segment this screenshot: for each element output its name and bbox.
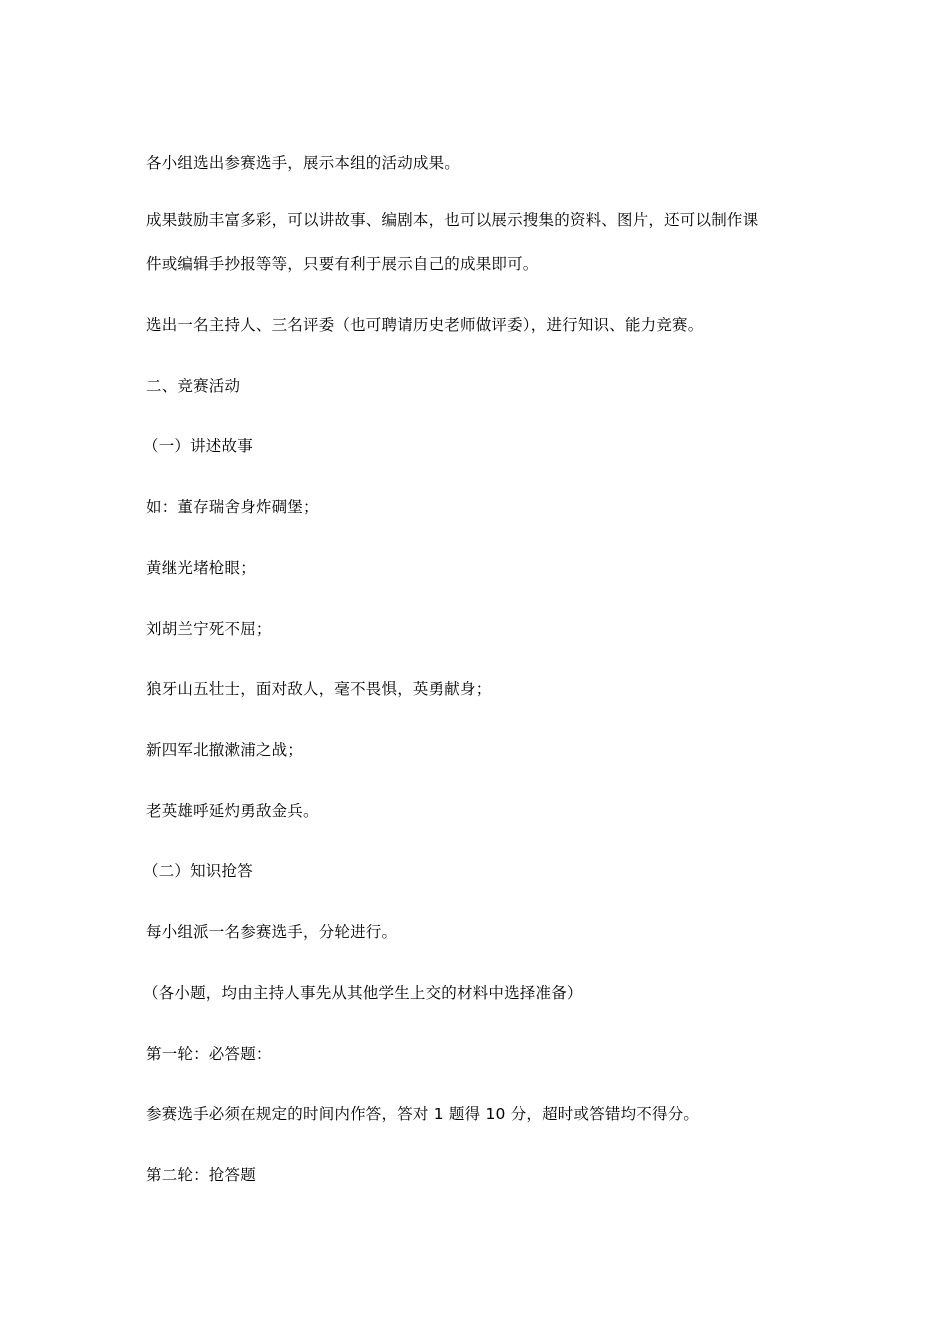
- list-item: 黄继光堵枪眼；: [146, 559, 256, 577]
- paragraph-line: 件或编辑手抄报等等，只要有利于展示自己的成果即可。: [146, 255, 539, 273]
- paragraph-line: 第二轮：抢答题: [146, 1166, 256, 1184]
- subsection-heading: （二）知识抢答: [143, 862, 253, 880]
- paragraph-line: 每小组派一名参赛选手，分轮进行。: [146, 923, 398, 941]
- paragraph-line: （各小题，均由主持人事先从其他学生上交的材料中选择准备）: [143, 984, 583, 1002]
- list-item: 刘胡兰宁死不屈；: [146, 620, 272, 638]
- list-item: 老英雄呼延灼勇敌金兵。: [146, 802, 319, 820]
- subsection-heading: （一）讲述故事: [143, 437, 253, 455]
- section-heading: 二、竞赛活动: [146, 377, 241, 395]
- list-item: 新四军北撤漱浦之战；: [146, 741, 304, 759]
- list-item: 狼牙山五壮士，面对敌人，毫不畏惧，英勇献身；: [146, 680, 492, 698]
- paragraph-line: 成果鼓励丰富多彩，可以讲故事、编剧本，也可以展示搜集的资料、图片，还可以制作课: [146, 211, 759, 229]
- list-item: 如：董存瑞舍身炸碉堡；: [146, 498, 319, 516]
- paragraph-line: 第一轮：必答题：: [146, 1045, 272, 1063]
- paragraph-line: 各小组选出参赛选手，展示本组的活动成果。: [146, 154, 461, 172]
- paragraph-line: 参赛选手必须在规定的时间内作答，答对 1 题得 10 分，超时或答错均不得分。: [146, 1105, 700, 1123]
- paragraph-line: 选出一名主持人、三名评委（也可聘请历史老师做评委），进行知识、能力竞赛。: [146, 316, 704, 334]
